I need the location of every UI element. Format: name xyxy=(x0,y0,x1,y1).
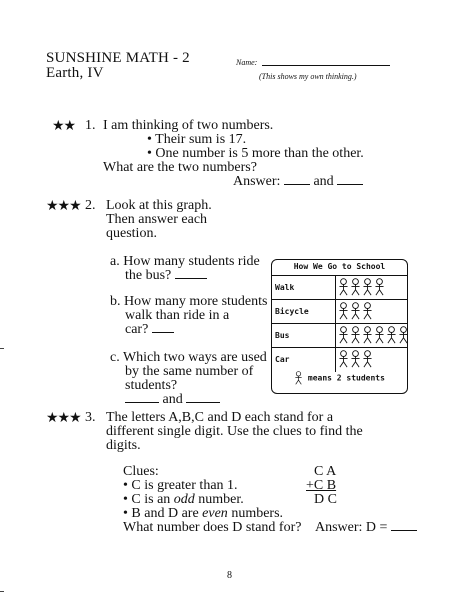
problem1-answer-label: Answer: xyxy=(233,174,281,189)
problem3-question: What number does D stand for? xyxy=(123,520,302,535)
problem2-qc-answer xyxy=(125,392,220,407)
clues-label: Clues: xyxy=(123,464,159,479)
problem2-qc-and: and xyxy=(162,392,183,407)
problem2-qc-line3: students? xyxy=(125,378,178,393)
problem2-qc-line1: c. Which two ways are used xyxy=(110,350,267,365)
problem3-intro-3: digits. xyxy=(106,438,141,453)
problem1-stars: ★★ xyxy=(52,119,76,134)
clue-1: • C is greater than 1. xyxy=(123,478,238,493)
scan-edge-mark xyxy=(0,591,4,592)
pictograph-row-label: Car xyxy=(275,355,290,364)
stick-figure-icon xyxy=(362,350,373,368)
problem2-qc-blank1[interactable] xyxy=(125,392,159,403)
pictograph-key-text: means 2 students xyxy=(307,373,385,383)
clue-2-text-end: number. xyxy=(194,492,244,507)
problem1-answer xyxy=(233,174,363,189)
pictograph-divider xyxy=(335,276,336,300)
pictograph-key xyxy=(272,371,407,385)
problem2-intro-1: Look at this graph. xyxy=(106,198,212,213)
clue-3-emphasis: even xyxy=(202,506,228,521)
problem2-qa-text: the bus? xyxy=(125,268,172,283)
pictograph-row-bicycle xyxy=(272,299,407,324)
problem1-answer-blank1[interactable] xyxy=(284,174,310,185)
problem3-intro-2: different single digit. Use the clues to find the xyxy=(106,424,363,439)
sum-middle-row: +C B xyxy=(306,478,337,493)
clue-2-emphasis: odd xyxy=(173,492,195,507)
pictograph-divider xyxy=(335,300,336,324)
pictograph-row-car xyxy=(272,347,407,372)
stick-figure-icon xyxy=(350,326,361,344)
problem2-qa-line1: a. How many students ride xyxy=(110,254,260,269)
pictograph-row-bus xyxy=(272,323,407,348)
stick-figure-icon xyxy=(338,350,349,368)
name-line[interactable] xyxy=(262,65,390,66)
stick-figure-icon xyxy=(338,326,349,344)
stick-figure-icon xyxy=(294,371,303,385)
pictograph-title: How We Go to School xyxy=(293,262,386,271)
problem3-number: 3. xyxy=(85,410,96,425)
problem3-answer xyxy=(315,520,417,535)
stick-figure-icon xyxy=(350,302,361,320)
worksheet-subtitle: Earth, IV xyxy=(46,65,104,81)
problem2-qb-text: car? xyxy=(125,322,149,337)
problem1-and: and xyxy=(313,174,334,189)
problem1-question: What are the two numbers? xyxy=(103,160,257,175)
problem1-answer-blank2[interactable] xyxy=(337,174,363,185)
stick-figure-icon xyxy=(374,326,385,344)
problem1-number: 1. xyxy=(85,118,96,133)
problem3-answer-label: Answer: D = xyxy=(315,520,388,535)
pictograph-figures xyxy=(338,278,385,298)
problem2-intro-3: question. xyxy=(106,226,157,241)
worksheet-title: SUNSHINE MATH - 2 xyxy=(46,50,190,66)
pictograph-figures xyxy=(338,326,409,346)
problem1-bullet2: • One number is 5 more than the other. xyxy=(147,146,364,161)
problem2-qc-line2: by the same number of xyxy=(125,364,254,379)
problem2-qb-line1: b. How many more students xyxy=(110,294,268,309)
pictograph-row-label: Bicycle xyxy=(275,307,309,316)
problem3-intro-1: The letters A,B,C and D each stand for a xyxy=(106,410,334,425)
pictograph-row-label: Walk xyxy=(275,283,295,292)
problem2-qb-blank[interactable] xyxy=(152,322,174,333)
problem2-qb-line2: walk than ride in a xyxy=(125,308,230,323)
sum-top-row: C A xyxy=(314,464,337,479)
stick-figure-icon xyxy=(386,326,397,344)
problem2-qc-blank2[interactable] xyxy=(186,392,220,403)
problem2-qa-blank[interactable] xyxy=(175,268,207,279)
pictograph-figures xyxy=(338,302,373,322)
stick-figure-icon xyxy=(374,278,385,296)
stick-figure-icon xyxy=(362,302,373,320)
problem2-qa-line2 xyxy=(125,268,207,283)
stick-figure-icon xyxy=(350,278,361,296)
scan-edge-mark xyxy=(0,348,4,349)
pictograph xyxy=(271,259,408,394)
stick-figure-icon xyxy=(362,278,373,296)
problem3-answer-blank[interactable] xyxy=(391,520,417,531)
stick-figure-icon xyxy=(338,278,349,296)
problem2-number: 2. xyxy=(85,198,96,213)
stick-figure-icon xyxy=(350,350,361,368)
problem2-qb-line3 xyxy=(125,322,174,337)
clue-3-text-end: numbers. xyxy=(227,506,284,521)
thinking-note: (This shows my own thinking.) xyxy=(259,72,357,81)
clue-2 xyxy=(123,492,244,507)
pictograph-row-walk xyxy=(272,275,407,300)
clue-3-text: • B and D are xyxy=(123,506,203,521)
problem2-stars: ★★★ xyxy=(46,199,81,214)
problem2-intro-2: Then answer each xyxy=(106,212,208,227)
problem1-bullet1: • Their sum is 17. xyxy=(147,132,247,147)
problem1-intro: I am thinking of two numbers. xyxy=(103,118,274,133)
problem3-stars: ★★★ xyxy=(46,411,81,426)
clue-3 xyxy=(123,506,283,521)
sum-result-row: D C xyxy=(314,492,337,507)
stick-figure-icon xyxy=(338,302,349,320)
pictograph-row-label: Bus xyxy=(275,331,290,340)
stick-figure-icon xyxy=(362,326,373,344)
name-label: Name: xyxy=(236,58,258,67)
stick-figure-icon xyxy=(398,326,409,344)
page-number: 8 xyxy=(227,570,232,581)
pictograph-divider xyxy=(335,348,336,372)
clue-2-text: • C is an xyxy=(123,492,174,507)
pictograph-divider xyxy=(335,324,336,348)
pictograph-figures xyxy=(338,350,373,370)
